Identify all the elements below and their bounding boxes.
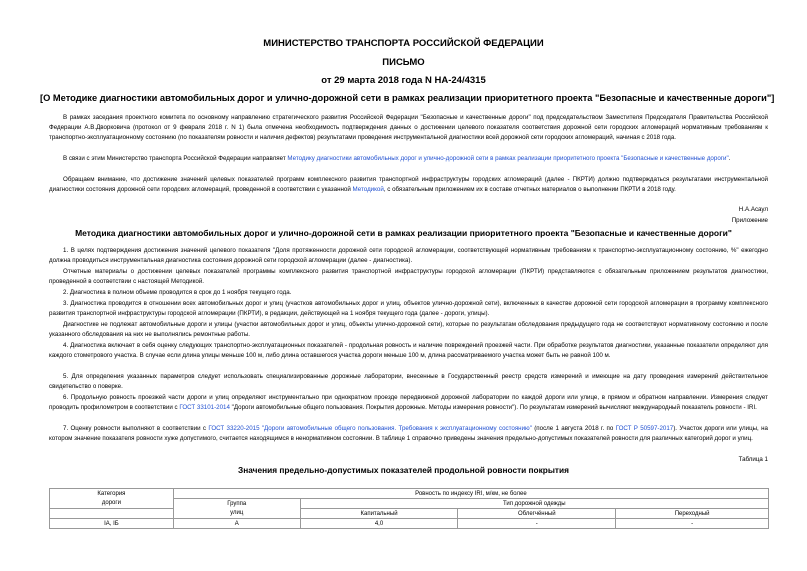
header-group-l2: улиц — [173, 509, 300, 519]
method-title: Методика диагностики автомобильных дорог и улично-дорожной сети в рамках реализации приоритетного проекта "Безопасные и качественные дороги" — [75, 228, 732, 238]
letter-paragraph-3 — [49, 175, 768, 195]
letter-paragraph-1: В рамках заседания проектного комитета по основному направлению стратегического развития Российской Федерации "Безопасные и качественные дороги" под председательством Заместителя Председателя Правительства Российской Федерации А.В.Дворковича (протокол от 9 февраля 2018 г. N 1) была отмечена необходимость подтверждения данных о достижении целевого показателя соответствия дорожной сети городских агломераций нормативным требованиям к транспортно-эксплуатационному состоянию (по показателям ровности и наличия дефектов) результатами проведения инструментальной диагностики всей дорожной сети городских агломераций, начиная с 2018 года. — [49, 114, 768, 142]
header-iri: Ровность по индексу IRI, м/км, не более — [173, 489, 768, 499]
gost-33220-link[interactable]: ГОСТ 33220-2015 "Дороги автомобильные общего пользования. Требования к эксплуатационному состоянию" — [208, 425, 532, 432]
method-paragraph-8 — [49, 393, 768, 413]
cell-category: IA, IБ — [50, 519, 174, 529]
header-capital: Капитальный — [300, 509, 458, 519]
header-lightweight: Облегчённый — [458, 509, 616, 519]
table-label: Таблица 1 — [738, 456, 768, 463]
paragraph-text: "Дороги автомобильные общего пользования. Покрытия дорожные. Методы измерения ровности"). По результатам измерений вычисляют международный показатель ровности - IRI. — [231, 404, 757, 412]
header-category-l2: дороги — [50, 499, 174, 509]
doc-type: ПИСЬМО — [382, 57, 425, 68]
table-row — [50, 519, 769, 529]
method-link[interactable]: Методику диагностики автомобильных дорог и улично-дорожной сети в рамках реализации приоритетного проекта "Безопасные и качественные дороги" — [287, 155, 729, 162]
header-pavement: Тип дорожной одежды — [300, 499, 768, 509]
method-paragraph-2: Отчетные материалы о достижении целевых показателей программы комплексного развития транспортной инфраструктуры городской агломерации (ПКРТИ) представляются с обязательным приложением результатов диагностики, проведенной в соответствии с настоящей Методикой. — [49, 268, 768, 286]
table-header-row — [50, 489, 769, 499]
paragraph-text: , с обязательным приложением их в составе отчетных материалов о выполнении ПКРТИ в 2018 году. — [383, 186, 676, 194]
method-inline-link[interactable]: Методикой — [352, 186, 384, 194]
gost-33101-link[interactable]: ГОСТ 33101-2014 — [179, 404, 230, 412]
date-number: от 29 марта 2018 года N НА-24/4315 — [321, 75, 486, 86]
gost-r-50597-link[interactable]: ГОСТ Р 50597-2017 — [615, 425, 674, 432]
method-paragraph-4: 3. Диагностика проводится в отношении всех автомобильных дорог и улиц (участков автомобильных дорог и улиц, объектов улично-дорожной сети), включенных в качестве дорожной сети городской агломерации в программу комплексного развития транспортной инфраструктуры городской агломерации (ПКРТИ), в редакции, действующей на 1 ноября текущего года (далее - дороги, улицы). — [49, 300, 768, 318]
letter-paragraph-2 — [49, 154, 768, 164]
cell-capital: 4,0 — [300, 519, 458, 529]
table-header-row — [50, 509, 769, 519]
paragraph-text: 7. Оценку ровности выполняют в соответствии с — [63, 425, 207, 432]
table-title: Значения предельно-допустимых показателей продольной ровности покрытия — [238, 465, 569, 475]
paragraph-text: (после 1 августа 2018 г. по — [534, 425, 614, 432]
method-paragraph-6: 4. Диагностика включает в себя оценку следующих транспортно-эксплуатационных показателей - продольная ровность и наличие повреждений проезжей части. При обработке результатов диагностики, указанные показатели определяют для каждого стометрового участка. В случае если длина улицы меньше 100 м, либо длина оставшегося участка дороги меньше 100 м, длина рассматриваемого участка может быть не равной 100 м. — [49, 342, 768, 360]
attachment-label: Приложение — [731, 217, 768, 224]
signature: Н.А.Асаул — [738, 206, 768, 213]
cell-lightweight: - — [458, 519, 616, 529]
paragraph-text: 6. Продольную ровность проезжей части дороги и улиц определяют инструментально при однократном проезде передвижной дорожной лаборатории по каждой дороги или улице, в прямом и обратном направлении. Измерения следует проводить профилометром в соответствии с — [49, 394, 768, 412]
cell-group: А — [173, 519, 300, 529]
method-paragraph-3: 2. Диагностика в полном объеме проводится в срок до 1 ноября текущего года. — [63, 289, 292, 296]
cell-transitional: - — [616, 519, 769, 529]
paragraph-text: Обращаем внимание, что достижение значений целевых показателей программ комплексного развития транспортной инфраструктуры городских агломераций (далее - ПКРТИ) должно подтверждаться результатами инструментальной диагностики состояния дорожной сети городских агломераций, проведенной в соответствии с указанной — [49, 176, 768, 194]
paragraph-text: ). Участок дороги или улицы, на котором значение показателя ровности хуже допустимого, считается находящимся в ненормативном состоянии. В таблице 1 справочно приведены значения предельно-допустимых показателей ровности для различных категорий дорог и улиц. — [49, 425, 768, 443]
method-paragraph-5: Диагностике не подлежат автомобильные дороги и улицы (участки автомобильных дорог и улиц, объекты улично-дорожной сети), которые по результатам обследования предыдущего года не соответствуют нормативному состоянию и после указанного обследования на них не выполнялись ремонтные работы. — [49, 321, 768, 339]
table-header-row — [50, 499, 769, 509]
header-empty-cell — [50, 509, 174, 519]
header-group-l1: Группа — [173, 499, 300, 509]
paragraph-text: . — [728, 155, 731, 162]
method-paragraph-1: 1. В целях подтверждения достижения значений целевого показателя "Доля протяженности дорожной сети городской агломерации, соответствующей нормативным требованиям к транспортно-эксплуатационному состоянию, %" ежегодно должна проводиться инструментальная диагностика состояния дорожной сети городской агломерации (далее - диагностика). — [49, 247, 768, 265]
method-paragraph-9 — [49, 424, 768, 444]
letter-subject: [О Методике диагностики автомобильных дорог и улично-дорожной сети в рамках реализации приоритетного проекта "Безопасные и качественные дороги"] — [40, 93, 775, 103]
roughness-table — [49, 488, 769, 529]
method-paragraph-7: 5. Для определения указанных параметров следует использовать специализированные дорожные лаборатории, внесенные в Государственный реестр средств измерений и имеющие на дату проведения измерений действительное свидетельство о поверке. — [49, 373, 768, 391]
header-category-l1: Категория — [50, 489, 174, 499]
paragraph-text: В связи с этим Министерство транспорта Российской Федерации направляет — [63, 155, 286, 162]
ministry-title: МИНИСТЕРСТВО ТРАНСПОРТА РОССИЙСКОЙ ФЕДЕРАЦИИ — [263, 38, 544, 49]
header-transitional: Переходный — [616, 509, 769, 519]
